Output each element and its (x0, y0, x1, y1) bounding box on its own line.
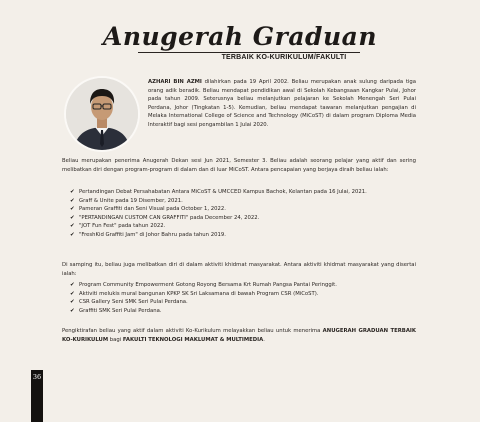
checkmark-icon: ✔ (70, 214, 75, 221)
checkmark-icon: ✔ (70, 290, 75, 297)
page-title: Anugerah Graduan (102, 22, 378, 51)
intro-text: dilahirkan pada 19 April 2002. Beliau merupakan anak sulung daripada tiga orang adik beradik. Beliau mendapat pendidikan awal di Sekolah Kebangsaan Kangkar Pulai, Johor pada tahun 2009. Seterusnya beliau melanjutkan pelajaran ke Sekolah Menengah Seri Pulai Perdana, Johor (Tingkatan 1-5). Kemudian, beliau mendapat tawaran melanjutkan pengajian di Melaka International College of Science and Technology (MiCoST) di dalam program Diploma Media Interaktif bagi sesi pengambilan 1 Julai 2020. (148, 79, 416, 128)
faculty-name: FAKULTI TEKNOLOGI MAKLUMAT & MULTIMEDIA (122, 336, 264, 343)
list-item: ✔ "PERTANDINGAN CUSTOM CAN GRAFFITI" pada December 24, 2022. (70, 214, 260, 221)
checkmark-icon: ✔ (70, 197, 75, 204)
award-name: ANUGERAH GRADUAN TERBAIK KO-KURIKULUM (62, 328, 416, 343)
list-item: ✔ Program Community Empowerment Gotong Royong Bersama Krt Rumah Pangsa Pantai Peringgit. (70, 282, 337, 288)
list-item: ✔ "JOT Fun Fest" pada tahun 2022. (70, 223, 166, 230)
list-item: ✔ "FreshKid Graffiti Jam" di Johor Bahru pada tahun 2019. (70, 231, 226, 238)
student-photo (66, 78, 138, 150)
community-intro-text: Di samping itu, beliau juga melibatkan diri di dalam aktiviti khidmat masyarakat. Antara aktiviti khidmat masyarakat yang disertai ialah: (62, 262, 416, 277)
closing-paragraph: Pengiktirafan beliau yang aktif dalam aktiviti Ko-Kurikulum melayakkan beliau untuk menerima ANUGERAH GRADUAN TERBAIK KO-KURIKULUM bagi FAKULTI TEKNOLOGI MAKLUMAT & MULTIMEDIA. (62, 328, 416, 343)
checkmark-icon: ✔ (70, 206, 75, 213)
list-item: ✔ Graffiti SMK Seri Pulai Perdana. (70, 307, 162, 314)
student-name: AZHARI BIN AZMI (148, 79, 202, 85)
achievement-intro-text: Beliau merupakan penerima Anugerah Dekan sesi Jun 2021, Semester 3. Beliau adalah seorang pelajar yang aktif dan sering melibatkan diri dengan program-program di dalam dan di luar MiCoST. Antara pencapaian yang berjaya diraih beliau ialah: (62, 158, 416, 173)
community-intro-paragraph (62, 261, 416, 278)
checkmark-icon: ✔ (70, 223, 75, 230)
list-item: ✔ Aktiviti melukis mural bangunan KPKP SK Sri Laksamana di bawah Program CSR (MiCoST). (70, 290, 319, 297)
list-item: ✔ Pameran Graffiti dan Seni Visual pada October 1, 2022. (70, 206, 226, 213)
checkmark-icon: ✔ (70, 189, 75, 195)
page-subtitle: TERBAIK KO-KURIKULUM/FAKULTI (221, 54, 347, 61)
achievement-intro-paragraph (62, 157, 416, 174)
checkmark-icon: ✔ (70, 282, 75, 288)
checkmark-icon: ✔ (70, 307, 75, 314)
student-portrait-icon (66, 78, 138, 150)
intro-paragraph (148, 78, 416, 129)
list-item: ✔ Pertandingan Debat Persahabatan Antara MiCoST & UMCCED Kampus Bachok, Kelantan pada 16 Julai, 2021. (70, 189, 367, 195)
community-list (70, 281, 410, 315)
checkmark-icon: ✔ (70, 231, 75, 238)
checkmark-icon: ✔ (70, 299, 75, 306)
list-item: ✔ Graff & Unite pada 19 Disember, 2021. (70, 197, 183, 204)
list-item: ✔ CSR Gallery Seni SMK Seri Pulai Perdana. (70, 299, 188, 306)
title-underline (138, 52, 360, 53)
achievement-list (70, 188, 410, 240)
page-number: 36 (32, 373, 42, 381)
